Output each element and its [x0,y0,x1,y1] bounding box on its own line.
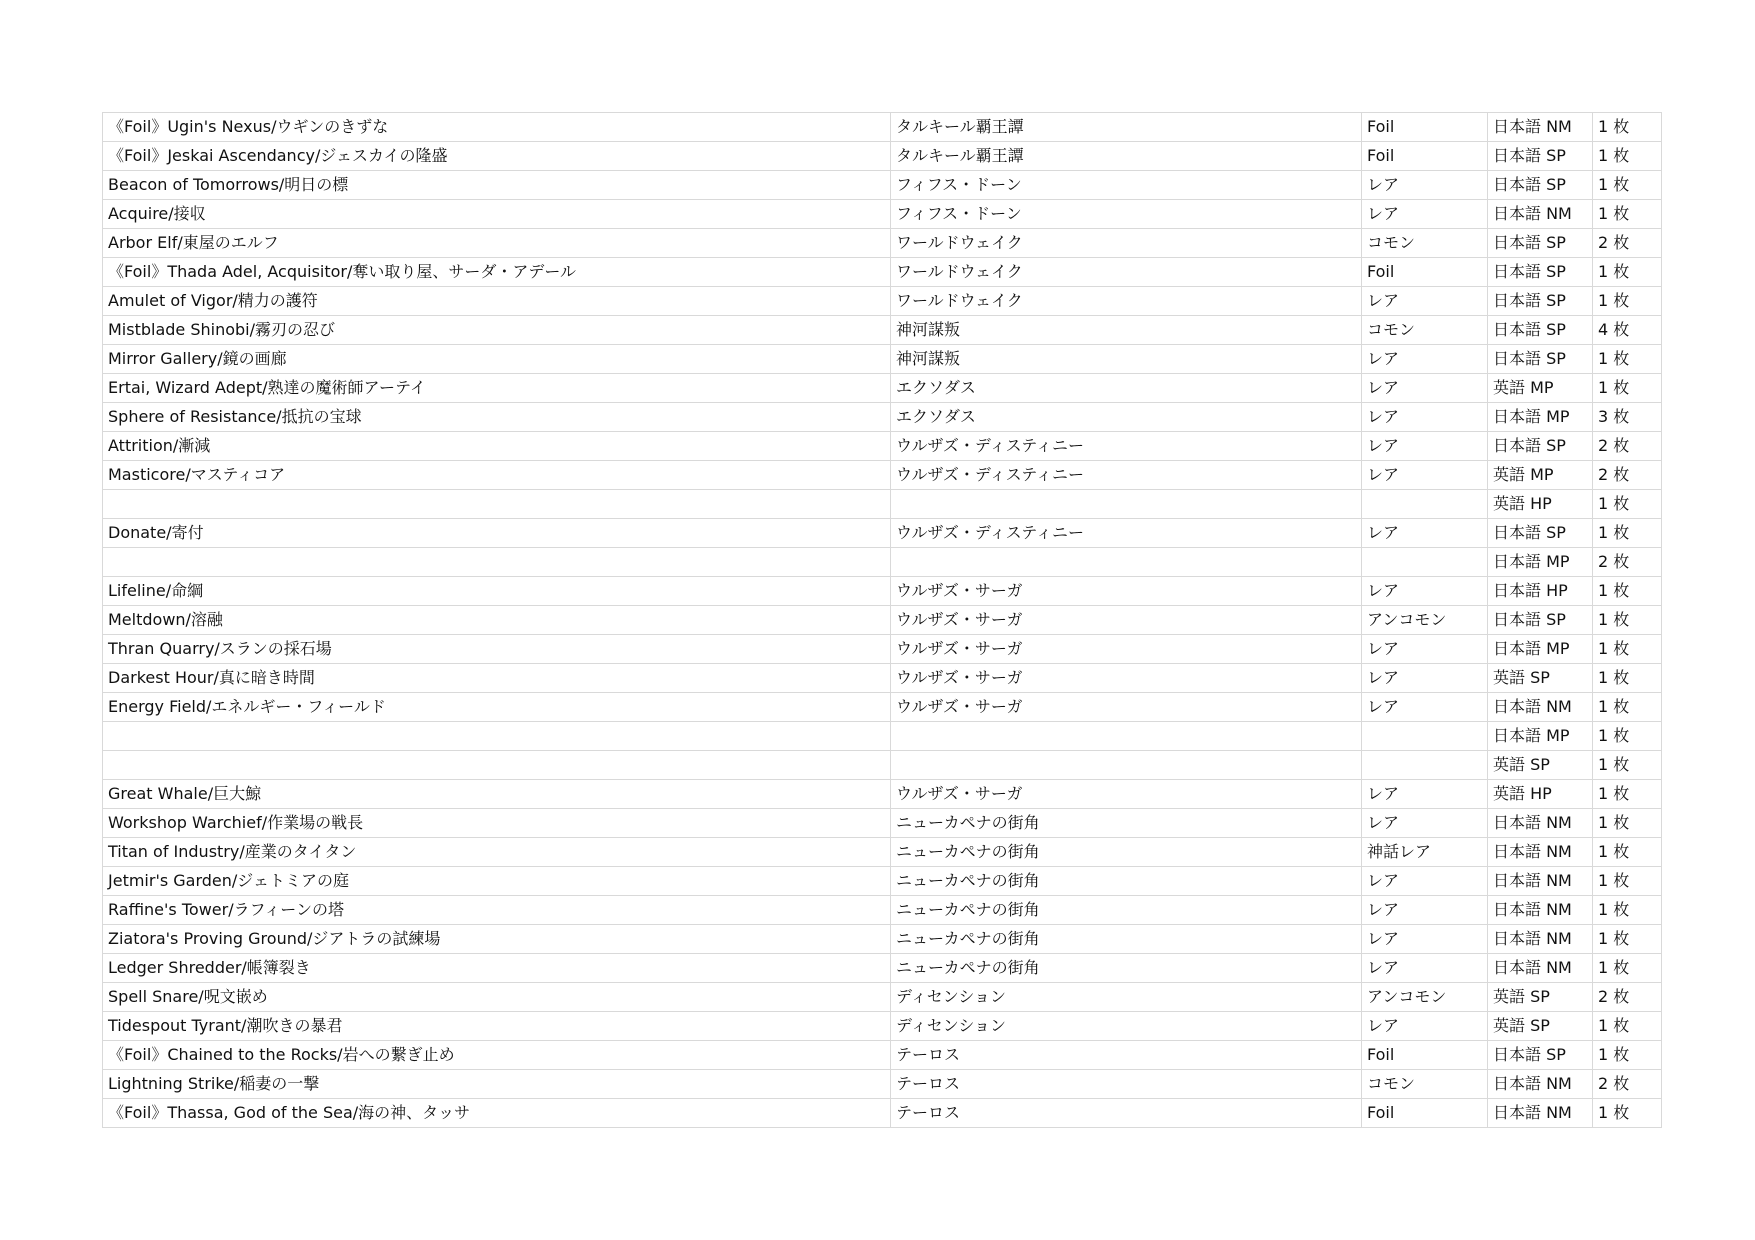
card-name-cell: Workshop Warchief/作業場の戦長 [103,809,891,838]
card-name-cell: Jetmir's Garden/ジェトミアの庭 [103,867,891,896]
card-quantity-cell: 1 枚 [1593,142,1662,171]
table-row [103,548,1662,577]
card-rarity-cell: レア [1362,925,1488,954]
card-condition-cell: 英語 SP [1488,664,1593,693]
card-condition-cell: 英語 HP [1488,780,1593,809]
table-row [103,693,1662,722]
card-condition-cell: 日本語 SP [1488,287,1593,316]
card-set-cell: ウルザズ・ディスティニー [891,519,1362,548]
card-rarity-cell: コモン [1362,316,1488,345]
card-set-cell [891,490,1362,519]
card-set-cell: ニューカペナの街角 [891,867,1362,896]
card-condition-cell: 日本語 SP [1488,316,1593,345]
card-list-body [103,113,1662,1128]
card-condition-cell: 日本語 SP [1488,519,1593,548]
card-name-cell: 《Foil》Jeskai Ascendancy/ジェスカイの隆盛 [103,142,891,171]
table-row [103,751,1662,780]
card-condition-cell: 日本語 SP [1488,229,1593,258]
card-rarity-cell: 神話レア [1362,838,1488,867]
card-condition-cell: 英語 SP [1488,983,1593,1012]
table-row [103,345,1662,374]
card-rarity-cell: レア [1362,403,1488,432]
card-rarity-cell: Foil [1362,1041,1488,1070]
card-set-cell [891,751,1362,780]
card-quantity-cell: 3 枚 [1593,403,1662,432]
card-rarity-cell [1362,722,1488,751]
card-name-cell: Sphere of Resistance/抵抗の宝球 [103,403,891,432]
card-rarity-cell: レア [1362,780,1488,809]
card-name-cell: Donate/寄付 [103,519,891,548]
card-name-cell: Mirror Gallery/鏡の画廊 [103,345,891,374]
card-quantity-cell: 1 枚 [1593,171,1662,200]
table-row [103,896,1662,925]
table-row [103,316,1662,345]
card-quantity-cell: 1 枚 [1593,664,1662,693]
card-set-cell: ニューカペナの街角 [891,838,1362,867]
card-set-cell [891,722,1362,751]
card-quantity-cell: 1 枚 [1593,867,1662,896]
table-row [103,519,1662,548]
card-name-cell: Beacon of Tomorrows/明日の標 [103,171,891,200]
card-quantity-cell: 1 枚 [1593,374,1662,403]
card-quantity-cell: 2 枚 [1593,432,1662,461]
table-row [103,1070,1662,1099]
card-name-cell: 《Foil》Thassa, God of the Sea/海の神、タッサ [103,1099,891,1128]
card-quantity-cell: 2 枚 [1593,461,1662,490]
card-condition-cell: 日本語 SP [1488,258,1593,287]
card-rarity-cell: レア [1362,200,1488,229]
card-quantity-cell: 1 枚 [1593,635,1662,664]
table-row [103,780,1662,809]
card-rarity-cell: レア [1362,577,1488,606]
card-quantity-cell: 1 枚 [1593,693,1662,722]
card-quantity-cell: 1 枚 [1593,838,1662,867]
card-name-cell: Ziatora's Proving Ground/ジアトラの試練場 [103,925,891,954]
card-condition-cell: 日本語 NM [1488,867,1593,896]
card-condition-cell: 日本語 SP [1488,1041,1593,1070]
table-row [103,809,1662,838]
table-row [103,258,1662,287]
card-condition-cell: 日本語 SP [1488,606,1593,635]
card-rarity-cell [1362,490,1488,519]
card-condition-cell: 日本語 MP [1488,722,1593,751]
table-row [103,113,1662,142]
card-name-cell: Ertai, Wizard Adept/熟達の魔術師アーテイ [103,374,891,403]
card-name-cell: 《Foil》Chained to the Rocks/岩への繋ぎ止め [103,1041,891,1070]
table-row [103,490,1662,519]
table-row [103,635,1662,664]
card-condition-cell: 日本語 NM [1488,896,1593,925]
card-quantity-cell: 1 枚 [1593,1099,1662,1128]
card-quantity-cell: 1 枚 [1593,258,1662,287]
card-name-cell: 《Foil》Ugin's Nexus/ウギンのきずな [103,113,891,142]
card-set-cell: ウルザズ・サーガ [891,664,1362,693]
card-set-cell: テーロス [891,1099,1362,1128]
card-name-cell: Raffine's Tower/ラフィーンの塔 [103,896,891,925]
card-rarity-cell: アンコモン [1362,606,1488,635]
card-set-cell: タルキール覇王譚 [891,142,1362,171]
card-name-cell: Great Whale/巨大鯨 [103,780,891,809]
card-set-cell: エクソダス [891,374,1362,403]
card-rarity-cell: レア [1362,345,1488,374]
card-condition-cell: 日本語 NM [1488,1070,1593,1099]
card-rarity-cell: レア [1362,809,1488,838]
card-quantity-cell: 1 枚 [1593,809,1662,838]
table-row [103,374,1662,403]
card-name-cell [103,722,891,751]
card-quantity-cell: 1 枚 [1593,896,1662,925]
table-row [103,461,1662,490]
card-condition-cell: 日本語 SP [1488,142,1593,171]
card-set-cell: エクソダス [891,403,1362,432]
table-row [103,1099,1662,1128]
card-rarity-cell: レア [1362,1012,1488,1041]
card-set-cell: ニューカペナの街角 [891,925,1362,954]
card-quantity-cell: 2 枚 [1593,548,1662,577]
table-row [103,403,1662,432]
card-name-cell: Darkest Hour/真に暗き時間 [103,664,891,693]
table-row [103,200,1662,229]
card-rarity-cell: レア [1362,519,1488,548]
card-name-cell: Attrition/漸減 [103,432,891,461]
card-rarity-cell: レア [1362,664,1488,693]
card-quantity-cell: 1 枚 [1593,519,1662,548]
card-condition-cell: 日本語 NM [1488,809,1593,838]
card-condition-cell: 日本語 MP [1488,403,1593,432]
table-row [103,606,1662,635]
card-quantity-cell: 1 枚 [1593,1041,1662,1070]
card-set-cell: テーロス [891,1041,1362,1070]
card-set-cell: ディセンション [891,983,1362,1012]
card-quantity-cell: 1 枚 [1593,925,1662,954]
card-condition-cell: 日本語 MP [1488,548,1593,577]
card-quantity-cell: 4 枚 [1593,316,1662,345]
card-condition-cell: 英語 SP [1488,1012,1593,1041]
card-condition-cell: 日本語 NM [1488,200,1593,229]
table-row [103,432,1662,461]
card-condition-cell: 日本語 HP [1488,577,1593,606]
card-set-cell: フィフス・ドーン [891,171,1362,200]
card-rarity-cell: レア [1362,287,1488,316]
card-rarity-cell: レア [1362,635,1488,664]
card-name-cell: Titan of Industry/産業のタイタン [103,838,891,867]
card-rarity-cell: レア [1362,954,1488,983]
card-quantity-cell: 1 枚 [1593,606,1662,635]
card-set-cell: ディセンション [891,1012,1362,1041]
card-rarity-cell: レア [1362,693,1488,722]
card-name-cell: Spell Snare/呪文嵌め [103,983,891,1012]
card-name-cell: Acquire/接収 [103,200,891,229]
card-set-cell: ニューカペナの街角 [891,954,1362,983]
card-rarity-cell: レア [1362,432,1488,461]
card-rarity-cell: コモン [1362,1070,1488,1099]
card-condition-cell: 日本語 NM [1488,693,1593,722]
card-quantity-cell: 1 枚 [1593,490,1662,519]
card-set-cell: ニューカペナの街角 [891,809,1362,838]
card-set-cell: ウルザズ・サーガ [891,693,1362,722]
card-rarity-cell: レア [1362,374,1488,403]
card-quantity-cell: 1 枚 [1593,780,1662,809]
card-condition-cell: 日本語 NM [1488,838,1593,867]
card-condition-cell: 日本語 SP [1488,345,1593,374]
card-name-cell: Lifeline/命綱 [103,577,891,606]
card-name-cell: Thran Quarry/スランの採石場 [103,635,891,664]
card-quantity-cell: 1 枚 [1593,345,1662,374]
card-quantity-cell: 2 枚 [1593,1070,1662,1099]
card-quantity-cell: 1 枚 [1593,577,1662,606]
card-quantity-cell: 1 枚 [1593,200,1662,229]
card-set-cell: ワールドウェイク [891,229,1362,258]
card-set-cell: タルキール覇王譚 [891,113,1362,142]
card-quantity-cell: 2 枚 [1593,229,1662,258]
card-name-cell: Ledger Shredder/帳簿裂き [103,954,891,983]
card-set-cell: ウルザズ・サーガ [891,606,1362,635]
table-row [103,577,1662,606]
card-set-cell: フィフス・ドーン [891,200,1362,229]
card-quantity-cell: 1 枚 [1593,113,1662,142]
card-quantity-cell: 1 枚 [1593,287,1662,316]
card-rarity-cell: レア [1362,461,1488,490]
card-quantity-cell: 2 枚 [1593,983,1662,1012]
table-row [103,287,1662,316]
card-condition-cell: 日本語 NM [1488,1099,1593,1128]
card-set-cell: ニューカペナの街角 [891,896,1362,925]
card-name-cell: Masticore/マスティコア [103,461,891,490]
card-rarity-cell [1362,548,1488,577]
card-name-cell: 《Foil》Thada Adel, Acquisitor/奪い取り屋、サーダ・アデール [103,258,891,287]
card-name-cell: Energy Field/エネルギー・フィールド [103,693,891,722]
card-list-table [102,112,1662,1128]
card-set-cell: ウルザズ・ディスティニー [891,461,1362,490]
card-set-cell: テーロス [891,1070,1362,1099]
card-rarity-cell: Foil [1362,142,1488,171]
card-rarity-cell: Foil [1362,1099,1488,1128]
card-condition-cell: 日本語 NM [1488,113,1593,142]
card-name-cell: Mistblade Shinobi/霧刃の忍び [103,316,891,345]
card-set-cell: ワールドウェイク [891,287,1362,316]
card-set-cell: ウルザズ・サーガ [891,780,1362,809]
card-set-cell: ウルザズ・サーガ [891,635,1362,664]
card-condition-cell: 日本語 MP [1488,635,1593,664]
card-name-cell: Arbor Elf/東屋のエルフ [103,229,891,258]
card-condition-cell: 日本語 SP [1488,171,1593,200]
card-condition-cell: 英語 MP [1488,461,1593,490]
table-row [103,983,1662,1012]
table-row [103,1041,1662,1070]
card-quantity-cell: 1 枚 [1593,1012,1662,1041]
card-quantity-cell: 1 枚 [1593,722,1662,751]
table-row [103,867,1662,896]
card-set-cell: ワールドウェイク [891,258,1362,287]
table-row [103,171,1662,200]
card-set-cell: ウルザズ・サーガ [891,577,1362,606]
card-rarity-cell: レア [1362,171,1488,200]
table-row [103,925,1662,954]
card-condition-cell: 日本語 SP [1488,432,1593,461]
card-rarity-cell: Foil [1362,258,1488,287]
card-rarity-cell: レア [1362,867,1488,896]
card-rarity-cell: Foil [1362,113,1488,142]
card-set-cell: ウルザズ・ディスティニー [891,432,1362,461]
card-name-cell: Lightning Strike/稲妻の一撃 [103,1070,891,1099]
card-condition-cell: 英語 SP [1488,751,1593,780]
table-row [103,722,1662,751]
card-condition-cell: 日本語 NM [1488,925,1593,954]
card-quantity-cell: 1 枚 [1593,954,1662,983]
card-list-sheet [102,112,1661,1128]
card-rarity-cell: アンコモン [1362,983,1488,1012]
card-rarity-cell: コモン [1362,229,1488,258]
card-rarity-cell: レア [1362,896,1488,925]
table-row [103,229,1662,258]
card-name-cell [103,548,891,577]
table-row [103,1012,1662,1041]
card-set-cell: 神河謀叛 [891,316,1362,345]
table-row [103,142,1662,171]
card-set-cell: 神河謀叛 [891,345,1362,374]
card-set-cell [891,548,1362,577]
card-condition-cell: 日本語 NM [1488,954,1593,983]
table-row [103,954,1662,983]
card-name-cell [103,751,891,780]
table-row [103,664,1662,693]
card-name-cell [103,490,891,519]
card-quantity-cell: 1 枚 [1593,751,1662,780]
card-name-cell: Tidespout Tyrant/潮吹きの暴君 [103,1012,891,1041]
card-rarity-cell [1362,751,1488,780]
card-condition-cell: 英語 MP [1488,374,1593,403]
card-condition-cell: 英語 HP [1488,490,1593,519]
card-name-cell: Meltdown/溶融 [103,606,891,635]
table-row [103,838,1662,867]
card-name-cell: Amulet of Vigor/精力の護符 [103,287,891,316]
